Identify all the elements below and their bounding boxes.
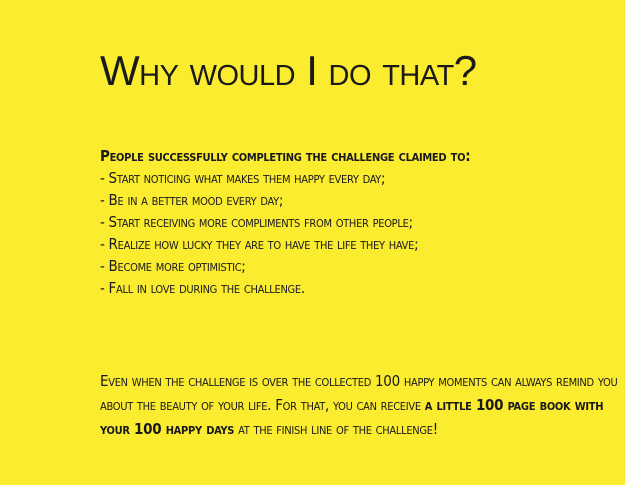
benefits-section	[100, 145, 470, 299]
list-item: - Start receiving more compliments from other people;	[100, 213, 413, 231]
benefits-intro: People successfully completing the challenge claimed to:	[100, 147, 471, 165]
list-item: - Start noticing what makes them happy every day;	[100, 169, 386, 187]
closing-paragraph	[100, 369, 620, 441]
list-item: - Be in a better mood every day;	[100, 191, 284, 209]
benefits-list	[100, 167, 470, 299]
closing-text-after: at the finish line of the challenge!	[234, 420, 438, 438]
closing-highlight: a little 100 page book with your 100 happy days	[100, 396, 604, 438]
closing-text-before: Even when the challenge is over the collected 100 happy moments can always remind you about the beauty of your life. For that, you can receive	[100, 372, 618, 414]
page-title: Why would I do that?	[100, 47, 477, 94]
list-item: - Fall in love during the challenge.	[100, 279, 305, 297]
list-item: - Realize how lucky they are to have the life they have;	[100, 235, 419, 253]
list-item: - Become more optimistic;	[100, 257, 246, 275]
